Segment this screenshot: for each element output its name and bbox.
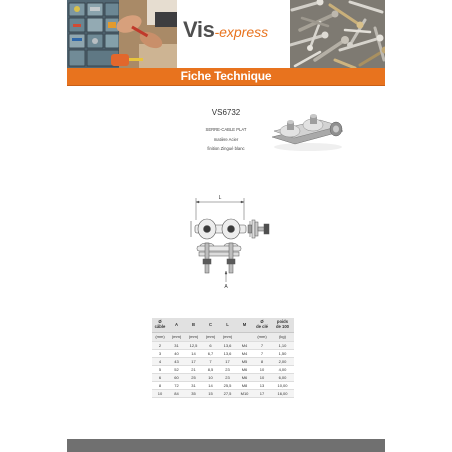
table-row xyxy=(152,374,294,382)
table-cell: 3 xyxy=(152,350,168,358)
table-unit-cell xyxy=(236,333,253,342)
table-unit-cell: (mm) xyxy=(253,333,271,342)
table-cell: 35 xyxy=(185,390,202,398)
spec-table-body xyxy=(152,342,294,398)
table-cell: M5 xyxy=(236,358,253,366)
table-header-cell: L xyxy=(219,318,236,333)
table-cell: 13,6 xyxy=(219,350,236,358)
table-cell: 7 xyxy=(253,350,271,358)
product-description xyxy=(176,125,276,154)
table-cell: M10 xyxy=(236,390,253,398)
table-cell: 52 xyxy=(168,366,185,374)
front-view xyxy=(191,219,250,239)
dimension-label-length: L xyxy=(218,195,222,201)
bottom-view xyxy=(197,243,241,273)
table-cell: 13 xyxy=(253,382,271,390)
dimension-height xyxy=(225,271,227,282)
title-banner xyxy=(67,68,385,86)
table-cell: 2 xyxy=(152,342,168,350)
dimension-length xyxy=(196,198,244,220)
table-cell: 17 xyxy=(219,358,236,366)
product-finish: finition Zingué blanc xyxy=(207,146,245,151)
table-cell: 8 xyxy=(253,358,271,366)
table-cell: 43 xyxy=(168,358,185,366)
table-cell: 2,00 xyxy=(271,358,294,366)
table-unit-cell: (mm) xyxy=(185,333,202,342)
datasheet-page xyxy=(67,0,385,452)
table-cell: 23 xyxy=(219,374,236,382)
table-row xyxy=(152,350,294,358)
table-header-cell: B xyxy=(185,318,202,333)
product-name: SERRE-CABLE PLAT xyxy=(205,127,247,132)
product-photo xyxy=(270,112,345,152)
table-header-cell: poids de 100 xyxy=(271,318,294,333)
table-cell: M4 xyxy=(236,342,253,350)
side-view xyxy=(248,220,269,238)
header-photo-screws xyxy=(290,0,385,68)
table-cell: 10 xyxy=(152,390,168,398)
product-material: matière Acier xyxy=(213,136,239,142)
banner-title: Fiche Technique xyxy=(180,69,272,83)
table-unit-cell: (kg) xyxy=(271,333,294,342)
footer-bar xyxy=(67,439,385,452)
table-cell: 1,10 xyxy=(271,342,294,350)
table-cell: 23 xyxy=(219,366,236,374)
table-cell: 1,50 xyxy=(271,350,294,358)
table-row xyxy=(152,342,294,350)
logo-area xyxy=(177,0,290,68)
table-row xyxy=(152,366,294,374)
table-cell: 10 xyxy=(253,366,271,374)
table-cell: M6 xyxy=(236,366,253,374)
table-cell: 21 xyxy=(185,366,202,374)
table-cell: 12,5 xyxy=(185,342,202,350)
table-cell: 7 xyxy=(202,358,219,366)
table-row xyxy=(152,390,294,398)
table-cell: 72 xyxy=(168,382,185,390)
table-header-cell: Ø de clé xyxy=(253,318,271,333)
table-header-cell: M xyxy=(236,318,253,333)
table-cell: 84 xyxy=(168,390,185,398)
clamp-nut xyxy=(330,122,342,136)
dimension-label-height: A xyxy=(224,284,228,290)
table-cell: M6 xyxy=(236,374,253,382)
table-cell: 13,6 xyxy=(219,342,236,350)
table-cell: 25,5 xyxy=(219,382,236,390)
table-header-cell: A xyxy=(168,318,185,333)
table-row xyxy=(152,382,294,390)
table-units-row xyxy=(152,333,294,342)
table-cell: 14 xyxy=(202,382,219,390)
table-cell: 25 xyxy=(185,374,202,382)
table-cell: 17 xyxy=(185,358,202,366)
spec-table xyxy=(152,318,294,398)
table-cell: 6 xyxy=(202,342,219,350)
table-cell: 10 xyxy=(202,374,219,382)
table-cell: 4 xyxy=(152,358,168,366)
table-header-row xyxy=(152,318,294,333)
table-cell: 5 xyxy=(152,366,168,374)
table-cell: 6 xyxy=(152,374,168,382)
table-cell: M8 xyxy=(236,382,253,390)
table-cell: 60 xyxy=(168,374,185,382)
spec-table-head xyxy=(152,318,294,342)
table-cell: 8 xyxy=(152,382,168,390)
table-cell: 15 xyxy=(202,390,219,398)
table-cell: 31 xyxy=(185,382,202,390)
brand-logo-main: Vis xyxy=(183,17,215,42)
table-unit-cell: (mm) xyxy=(168,333,185,342)
table-cell: 7 xyxy=(253,342,271,350)
table-header-cell: Ø câble xyxy=(152,318,168,333)
table-cell: 16,00 xyxy=(271,390,294,398)
brand-logo-suffix: -express xyxy=(214,24,269,40)
table-cell: 4,00 xyxy=(271,366,294,374)
table-unit-cell: (mm) xyxy=(202,333,219,342)
table-cell: 10,00 xyxy=(271,382,294,390)
header-photo-tools xyxy=(67,0,177,68)
table-cell: 31 xyxy=(168,342,185,350)
table-cell: M4 xyxy=(236,350,253,358)
technical-drawing xyxy=(185,188,280,290)
table-cell: 6,7 xyxy=(202,350,219,358)
table-unit-cell: (mm) xyxy=(219,333,236,342)
product-code: VS6732 xyxy=(211,108,241,117)
table-cell: 8,5 xyxy=(202,366,219,374)
table-cell: 6,00 xyxy=(271,374,294,382)
table-cell: 27,5 xyxy=(219,390,236,398)
table-header-cell: C xyxy=(202,318,219,333)
table-unit-cell: (mm) xyxy=(152,333,168,342)
table-row xyxy=(152,358,294,366)
table-cell: 10 xyxy=(253,374,271,382)
table-cell: 40 xyxy=(168,350,185,358)
brand-logo xyxy=(183,19,268,41)
table-cell: 17 xyxy=(253,390,271,398)
table-cell: 14 xyxy=(185,350,202,358)
